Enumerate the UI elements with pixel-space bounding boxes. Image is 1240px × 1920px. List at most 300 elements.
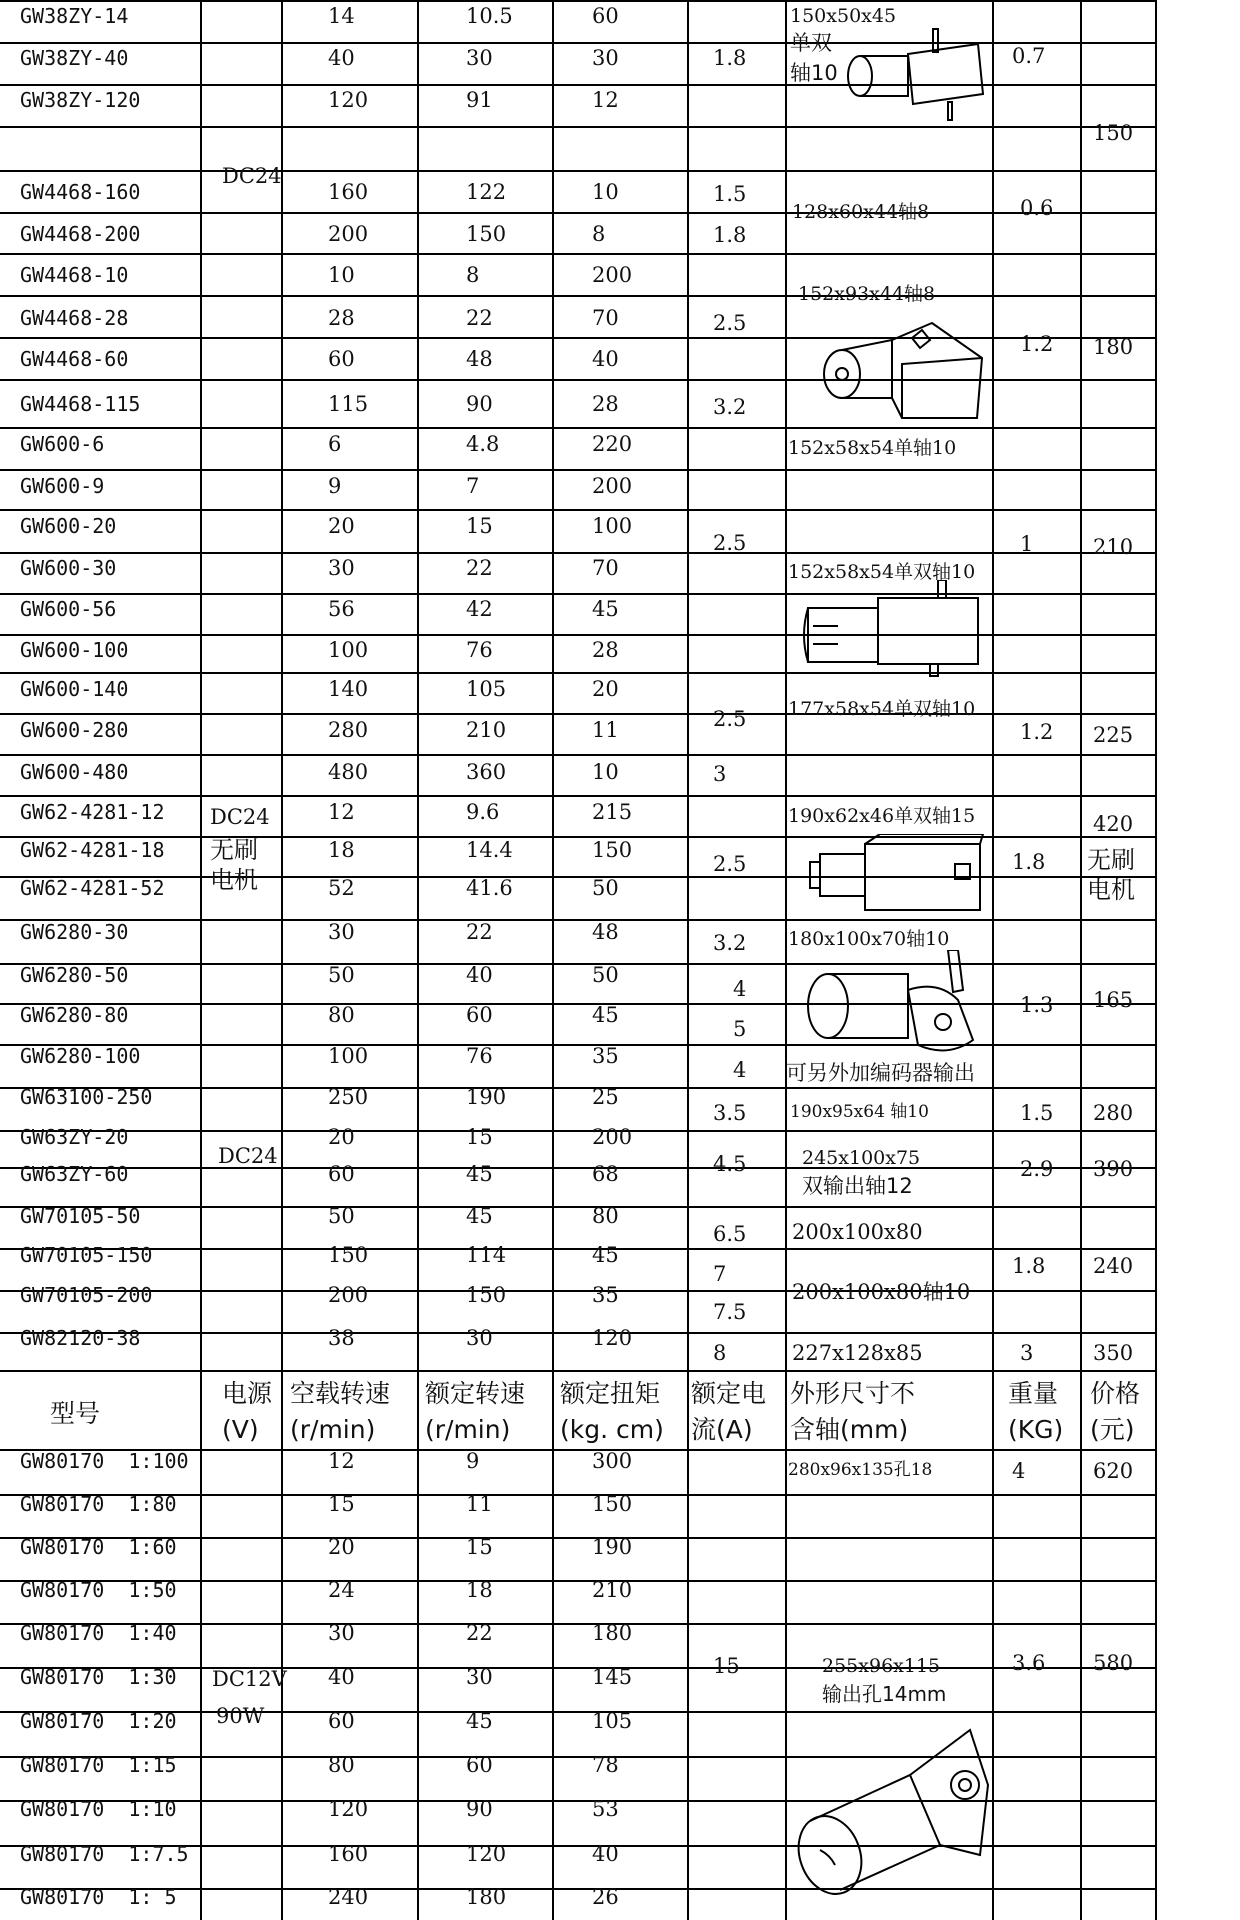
row-line (0, 1087, 1157, 1089)
model-cell: GW600-480 (20, 760, 129, 784)
noload-speed-cell: 30 (328, 556, 355, 580)
header-dimensions-unit: 含轴(mm) (790, 1415, 909, 1444)
dimensions: 245x100x75 (802, 1147, 921, 1169)
model-cell: GW600-30 (20, 556, 117, 580)
rated-speed-cell: 114 (466, 1243, 507, 1267)
model-cell: GW80170 1:100 (20, 1449, 189, 1473)
rated-torque-cell: 40 (592, 1842, 619, 1866)
model-cell: GW6280-50 (20, 963, 129, 987)
header-noload-speed: 空载转速 (290, 1379, 391, 1408)
rated-torque-cell: 300 (592, 1449, 633, 1473)
row-line (0, 593, 1157, 595)
grid-line (687, 0, 689, 1920)
rated-torque-cell: 215 (592, 800, 633, 824)
noload-speed-cell: 100 (328, 638, 369, 662)
rated-speed-cell: 60 (466, 1003, 493, 1027)
grid-line (992, 0, 994, 1920)
rated-current: 4.5 (713, 1152, 747, 1176)
row-line (0, 919, 1157, 921)
rated-current: 2.5 (713, 531, 747, 555)
worm-gearmotor-large-icon (790, 1725, 990, 1915)
rated-speed-cell: 22 (466, 556, 493, 580)
rated-speed-cell: 18 (466, 1578, 493, 1602)
header-rated-speed-unit: (r/min) (425, 1415, 511, 1444)
rated-torque-cell: 45 (592, 597, 619, 621)
rated-speed-cell: 90 (466, 1797, 493, 1821)
dimensions: 200x100x80 (792, 1220, 923, 1244)
rated-speed-cell: 105 (466, 677, 507, 701)
rated-torque-cell: 45 (592, 1243, 619, 1267)
noload-speed-cell: 140 (328, 677, 369, 701)
row-line (0, 212, 1157, 214)
rated-current: 6.5 (713, 1222, 747, 1246)
model-cell: GW4468-28 (20, 306, 129, 330)
model-cell: GW63100-250 (20, 1085, 153, 1109)
rated-speed-cell: 11 (466, 1492, 493, 1516)
price: 280 (1093, 1101, 1134, 1125)
brushless-gearmotor-icon (805, 834, 985, 916)
rated-speed-cell: 7 (466, 474, 480, 498)
weight: 0.7 (1012, 44, 1046, 68)
header-price: 价格 (1090, 1379, 1141, 1408)
row-line (0, 509, 1157, 511)
weight: 3.6 (1012, 1651, 1046, 1675)
model-cell: GW62-4281-52 (20, 876, 165, 900)
noload-speed-cell: 20 (328, 514, 355, 538)
rated-torque-cell: 30 (592, 46, 619, 70)
model-cell: GW600-6 (20, 432, 105, 456)
model-cell: GW38ZY-40 (20, 46, 129, 70)
rated-torque-cell: 10 (592, 760, 619, 784)
weight: 1 (1020, 532, 1034, 556)
header-power-unit: (V) (222, 1415, 259, 1444)
noload-speed-cell: 60 (328, 1162, 355, 1186)
price: 420 (1093, 812, 1134, 836)
weight: 3 (1020, 1341, 1034, 1365)
rated-torque-cell: 70 (592, 556, 619, 580)
noload-speed-cell: 10 (328, 263, 355, 287)
rated-torque-cell: 10 (592, 180, 619, 204)
rated-speed-cell: 30 (466, 46, 493, 70)
noload-speed-cell: 200 (328, 1283, 369, 1307)
rated-current: 3.5 (713, 1101, 747, 1125)
rated-speed-cell: 15 (466, 1125, 493, 1149)
rated-current: 2.5 (713, 707, 747, 731)
model-cell: GW80170 1:30 (20, 1665, 177, 1689)
row-line (0, 253, 1157, 255)
noload-speed-cell: 30 (328, 920, 355, 944)
noload-speed-cell: 60 (328, 347, 355, 371)
weight: 1.8 (1012, 1254, 1046, 1278)
rated-torque-cell: 120 (592, 1326, 633, 1350)
rated-current: 3 (713, 762, 727, 786)
noload-speed-cell: 52 (328, 876, 355, 900)
rated-torque-cell: 35 (592, 1044, 619, 1068)
rated-current: 3.2 (713, 931, 747, 955)
header-rated-current-unit: 流(A) (691, 1415, 753, 1444)
noload-speed-cell: 120 (328, 88, 369, 112)
noload-speed-cell: 9 (328, 474, 342, 498)
dimensions: 单双 (790, 31, 832, 55)
rated-speed-cell: 22 (466, 1621, 493, 1645)
row-line (0, 1332, 1157, 1334)
dimensions: 150x50x45 (790, 5, 897, 27)
rated-current: 15 (713, 1654, 740, 1678)
rated-speed-cell: 9 (466, 1449, 480, 1473)
row-line (0, 295, 1157, 297)
grid-line (552, 0, 554, 1920)
rated-speed-cell: 190 (466, 1085, 507, 1109)
rated-speed-cell: 40 (466, 963, 493, 987)
model-cell: GW82120-38 (20, 1326, 141, 1350)
price: 180 (1093, 335, 1134, 359)
model-cell: GW38ZY-14 (20, 4, 129, 28)
noload-speed-cell: 480 (328, 760, 369, 784)
price: 350 (1093, 1341, 1134, 1365)
model-cell: GW38ZY-120 (20, 88, 141, 112)
rated-speed-cell: 150 (466, 222, 507, 246)
worm-gearmotor-icon (812, 318, 987, 423)
rated-speed-cell: 41.6 (466, 876, 513, 900)
rated-speed-cell: 9.6 (466, 800, 500, 824)
noload-speed-cell: 28 (328, 306, 355, 330)
rated-speed-cell: 45 (466, 1709, 493, 1733)
dimensions: 255x96x115 (822, 1655, 941, 1677)
model-cell: GW80170 1:7.5 (20, 1842, 189, 1866)
rated-torque-cell: 26 (592, 1885, 619, 1909)
noload-speed-cell: 200 (328, 222, 369, 246)
dimensions: 180x100x70轴10 (788, 928, 950, 950)
header-power: 电源 (222, 1379, 273, 1408)
weight: 1.2 (1020, 720, 1054, 744)
rated-speed-cell: 180 (466, 1885, 507, 1909)
noload-speed-cell: 80 (328, 1003, 355, 1027)
row-line (0, 754, 1157, 756)
power-dc24: DC24 (222, 164, 282, 188)
model-cell: GW600-140 (20, 677, 129, 701)
model-cell: GW600-56 (20, 597, 117, 621)
model-cell: GW600-20 (20, 514, 117, 538)
model-cell: GW80170 1:10 (20, 1797, 177, 1821)
noload-speed-cell: 20 (328, 1535, 355, 1559)
rated-torque-cell: 210 (592, 1578, 633, 1602)
row-line (0, 634, 1157, 636)
noload-speed-cell: 12 (328, 1449, 355, 1473)
rated-speed-cell: 210 (466, 718, 507, 742)
rated-torque-cell: 80 (592, 1204, 619, 1228)
rated-torque-cell: 45 (592, 1003, 619, 1027)
price-note: 无刷 (1087, 846, 1135, 874)
grid-line (1080, 0, 1082, 1920)
rated-speed-cell: 42 (466, 597, 493, 621)
rated-torque-cell: 8 (592, 222, 606, 246)
dimensions: 152x58x54单双轴10 (788, 561, 976, 583)
price: 620 (1093, 1459, 1134, 1483)
row-line (0, 1167, 1157, 1169)
rated-current: 4 (733, 977, 747, 1001)
weight: 1.3 (1020, 993, 1054, 1017)
model-cell: GW70105-200 (20, 1283, 153, 1307)
rated-current: 4 (733, 1058, 747, 1082)
rated-torque-cell: 100 (592, 514, 633, 538)
row-line (0, 552, 1157, 554)
rated-speed-cell: 90 (466, 392, 493, 416)
power-dc24-brushless: DC24 (210, 805, 270, 829)
rated-speed-cell: 122 (466, 180, 507, 204)
model-cell: GW80170 1: 5 (20, 1885, 177, 1909)
rated-torque-cell: 200 (592, 1125, 633, 1149)
rated-torque-cell: 150 (592, 1492, 633, 1516)
rated-torque-cell: 40 (592, 347, 619, 371)
noload-speed-cell: 115 (328, 392, 369, 416)
rated-speed-cell: 30 (466, 1326, 493, 1350)
rated-torque-cell: 35 (592, 1283, 619, 1307)
rated-torque-cell: 200 (592, 474, 633, 498)
row-line (0, 469, 1157, 471)
power-motor-label: 电机 (210, 866, 258, 894)
rated-torque-cell: 180 (592, 1621, 633, 1645)
model-cell: GW80170 1:15 (20, 1753, 177, 1777)
rated-torque-cell: 68 (592, 1162, 619, 1186)
noload-speed-cell: 120 (328, 1797, 369, 1821)
noload-speed-cell: 40 (328, 46, 355, 70)
model-cell: GW70105-150 (20, 1243, 153, 1267)
rated-torque-cell: 12 (592, 88, 619, 112)
price: 225 (1093, 723, 1134, 747)
rated-speed-cell: 45 (466, 1162, 493, 1186)
rated-torque-cell: 25 (592, 1085, 619, 1109)
power-dc24: DC24 (218, 1144, 278, 1168)
worm-gearmotor-encoder-icon (798, 950, 988, 1060)
row-line (0, 1370, 1157, 1372)
header-rated-current: 额定电 (691, 1379, 767, 1408)
rated-speed-cell: 15 (466, 514, 493, 538)
noload-speed-cell: 80 (328, 1753, 355, 1777)
rated-speed-cell: 8 (466, 263, 480, 287)
row-line (0, 672, 1157, 674)
model-cell: GW6280-80 (20, 1003, 129, 1027)
model-cell: GW70105-50 (20, 1204, 141, 1228)
rated-speed-cell: 22 (466, 306, 493, 330)
rated-speed-cell: 22 (466, 920, 493, 944)
noload-speed-cell: 18 (328, 838, 355, 862)
dimensions: 双输出轴12 (802, 1174, 913, 1198)
rated-current: 7 (713, 1262, 727, 1286)
row-line (0, 0, 1157, 2)
rated-torque-cell: 200 (592, 263, 633, 287)
dimensions: 128x60x44轴8 (792, 201, 930, 223)
model-cell: GW4468-160 (20, 180, 141, 204)
header-model: 型号 (50, 1399, 101, 1428)
model-cell: GW6280-100 (20, 1044, 141, 1068)
rated-speed-cell: 76 (466, 638, 493, 662)
rated-speed-cell: 120 (466, 1842, 507, 1866)
price: 580 (1093, 1651, 1134, 1675)
rated-speed-cell: 15 (466, 1535, 493, 1559)
rated-torque-cell: 28 (592, 392, 619, 416)
header-rated-torque-unit: (kg. cm) (560, 1415, 664, 1444)
row-line (0, 1248, 1157, 1250)
model-cell: GW80170 1:20 (20, 1709, 177, 1733)
noload-speed-cell: 38 (328, 1326, 355, 1350)
rated-speed-cell: 48 (466, 347, 493, 371)
grid-line (785, 0, 787, 1920)
rated-speed-cell: 150 (466, 1283, 507, 1307)
header-weight: 重量 (1008, 1379, 1059, 1408)
noload-speed-cell: 50 (328, 1204, 355, 1228)
rated-speed-cell: 30 (466, 1665, 493, 1689)
dimensions-note: 可另外加编码器输出 (786, 1061, 975, 1085)
noload-speed-cell: 100 (328, 1044, 369, 1068)
price: 390 (1093, 1157, 1134, 1181)
model-cell: GW600-9 (20, 474, 105, 498)
rated-torque-cell: 145 (592, 1665, 633, 1689)
model-cell: GW4468-200 (20, 222, 141, 246)
rated-current: 3.2 (713, 395, 747, 419)
noload-speed-cell: 12 (328, 800, 355, 824)
rated-current: 2.5 (713, 311, 747, 335)
header-weight-unit: (KG) (1008, 1415, 1064, 1444)
right-angle-gearmotor-icon (838, 24, 988, 124)
noload-speed-cell: 56 (328, 597, 355, 621)
rated-torque-cell: 11 (592, 718, 619, 742)
model-cell: GW62-4281-18 (20, 838, 165, 862)
weight: 1.2 (1020, 332, 1054, 356)
row-line (0, 795, 1157, 797)
dimensions: 152x58x54单轴10 (788, 437, 957, 459)
row-line (0, 1206, 1157, 1208)
grid-line (281, 0, 283, 1920)
rated-speed-cell: 45 (466, 1204, 493, 1228)
rated-current: 1.5 (713, 182, 747, 206)
rated-torque-cell: 78 (592, 1753, 619, 1777)
noload-speed-cell: 50 (328, 963, 355, 987)
weight: 2.9 (1020, 1157, 1054, 1181)
dimensions: 152x93x44轴8 (798, 283, 936, 305)
noload-speed-cell: 30 (328, 1621, 355, 1645)
header-price-unit: (元) (1090, 1415, 1135, 1444)
rated-torque-cell: 48 (592, 920, 619, 944)
noload-speed-cell: 160 (328, 180, 369, 204)
weight: 0.6 (1020, 196, 1054, 220)
rated-current: 2.5 (713, 852, 747, 876)
noload-speed-cell: 60 (328, 1709, 355, 1733)
rated-torque-cell: 50 (592, 963, 619, 987)
dimensions: 200x100x80轴10 (792, 1280, 971, 1304)
weight: 1.5 (1020, 1101, 1054, 1125)
power-brushless-label: 无刷 (210, 836, 258, 864)
noload-speed-cell: 250 (328, 1085, 369, 1109)
rated-torque-cell: 60 (592, 4, 619, 28)
row-line (0, 1130, 1157, 1132)
model-cell: GW80170 1:50 (20, 1578, 177, 1602)
header-dimensions: 外形尺寸不 (790, 1379, 916, 1408)
row-line (0, 427, 1157, 429)
rated-speed-cell: 4.8 (466, 432, 500, 456)
rated-speed-cell: 10.5 (466, 4, 513, 28)
price: 240 (1093, 1254, 1134, 1278)
rated-current: 7.5 (713, 1300, 747, 1324)
rated-torque-cell: 53 (592, 1797, 619, 1821)
noload-speed-cell: 150 (328, 1243, 369, 1267)
worm-gearmotor-icon (798, 580, 983, 680)
noload-speed-cell: 14 (328, 4, 355, 28)
weight: 4 (1012, 1459, 1026, 1483)
header-rated-torque: 额定扭矩 (560, 1379, 661, 1408)
model-cell: GW4468-115 (20, 392, 141, 416)
price: 165 (1093, 988, 1134, 1012)
grid-line (1155, 0, 1157, 1920)
model-cell: GW600-280 (20, 718, 129, 742)
power-dc12v: DC12V (212, 1667, 287, 1691)
model-cell: GW80170 1:80 (20, 1492, 177, 1516)
noload-speed-cell: 24 (328, 1578, 355, 1602)
model-cell: GW80170 1:60 (20, 1535, 177, 1559)
rated-current: 5 (733, 1017, 747, 1041)
model-cell: GW4468-60 (20, 347, 129, 371)
noload-speed-cell: 160 (328, 1842, 369, 1866)
noload-speed-cell: 20 (328, 1125, 355, 1149)
header-noload-unit: (r/min) (290, 1415, 376, 1444)
grid-line (200, 0, 202, 1920)
rated-torque-cell: 28 (592, 638, 619, 662)
row-line (0, 170, 1157, 172)
rated-speed-cell: 60 (466, 1753, 493, 1777)
noload-speed-cell: 280 (328, 718, 369, 742)
row-line (0, 713, 1157, 715)
grid-line (417, 0, 419, 1920)
model-cell: GW4468-10 (20, 263, 129, 287)
dimensions: 轴10 (790, 61, 838, 85)
row-line (0, 1290, 1157, 1292)
price: 210 (1093, 535, 1134, 559)
model-cell: GW63ZY-60 (20, 1162, 129, 1186)
noload-speed-cell: 6 (328, 432, 342, 456)
model-cell: GW80170 1:40 (20, 1621, 177, 1645)
rated-speed-cell: 76 (466, 1044, 493, 1068)
model-cell: GW62-4281-12 (20, 800, 165, 824)
price: 150 (1093, 121, 1134, 145)
noload-speed-cell: 15 (328, 1492, 355, 1516)
rated-torque-cell: 105 (592, 1709, 633, 1733)
rated-current: 1.8 (713, 223, 747, 247)
rated-torque-cell: 70 (592, 306, 619, 330)
rated-current: 8 (713, 1341, 727, 1365)
header-rated-speed: 额定转速 (425, 1379, 526, 1408)
price-note: 电机 (1087, 876, 1135, 904)
dimensions: 280x96x135孔18 (788, 1460, 933, 1480)
rated-speed-cell: 91 (466, 88, 493, 112)
rated-current: 1.8 (713, 46, 747, 70)
rated-torque-cell: 220 (592, 432, 633, 456)
dimensions: 输出孔14mm (822, 1682, 947, 1706)
model-cell: GW6280-30 (20, 920, 129, 944)
dimensions: 227x128x85 (792, 1341, 923, 1365)
rated-torque-cell: 150 (592, 838, 633, 862)
model-cell: GW600-100 (20, 638, 129, 662)
rated-torque-cell: 20 (592, 677, 619, 701)
model-cell: GW63ZY-20 (20, 1125, 129, 1149)
rated-speed-cell: 360 (466, 760, 507, 784)
noload-speed-cell: 40 (328, 1665, 355, 1689)
rated-speed-cell: 14.4 (466, 838, 513, 862)
power-90w: 90W (216, 1704, 265, 1728)
dimensions: 190x62x46单双轴15 (788, 805, 976, 827)
dimensions: 190x95x64 轴10 (790, 1102, 929, 1122)
noload-speed-cell: 240 (328, 1885, 369, 1909)
weight: 1.8 (1012, 850, 1046, 874)
row-line (0, 126, 1157, 128)
